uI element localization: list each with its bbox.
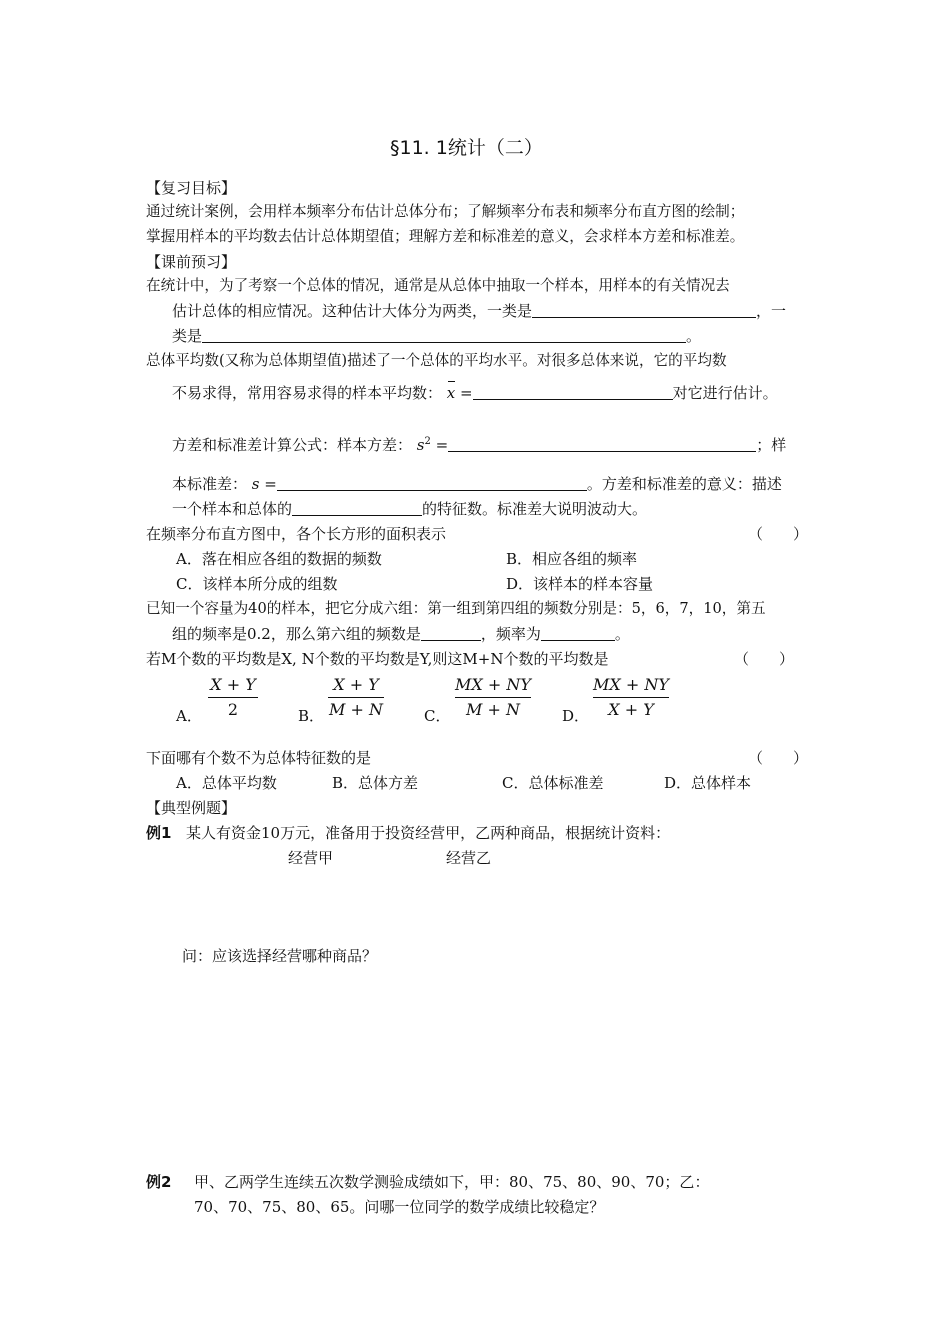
- preview-p1-line2: [172, 301, 786, 321]
- goals-line-2: 掌握用样本的平均数去估计总体期望值；理解方差和标准差的意义，会求样本方差和标准差。: [146, 228, 745, 245]
- question-1-option-a[interactable]: A．落在相应各组的数据的频数: [176, 550, 382, 568]
- question-1-stem: 在频率分布直方图中，各个长方形的面积表示: [146, 525, 447, 543]
- preview-p2-line1: 总体平均数(又称为总体期望值)描述了一个总体的平均水平。对很多总体来说，它的平均数: [146, 352, 727, 369]
- preview-p1-line3-text: 类是: [172, 327, 203, 345]
- question-3-option-a-fraction[interactable]: [208, 675, 258, 720]
- question-3-option-c-fraction[interactable]: [455, 675, 531, 720]
- question-4-option-b[interactable]: B．总体方差: [332, 774, 419, 792]
- preview-p3-line1-text: 方差和标准差计算公式：样本方差：: [172, 436, 413, 454]
- example-1-column-a: 经营甲: [288, 849, 334, 867]
- fill-blank-8[interactable]: [541, 625, 615, 641]
- fill-blank-5[interactable]: [277, 475, 587, 491]
- example-2-line1: 甲、乙两学生连续五次数学测验成绩如下，甲：80、75、80、90、70；乙：: [194, 1173, 710, 1191]
- preview-p3-line3: [172, 499, 647, 519]
- example-2-label: 例2: [146, 1173, 172, 1191]
- question-3-option-b-label[interactable]: B．: [298, 707, 325, 725]
- preview-p3-line2-text: 本标准差：: [172, 475, 248, 493]
- fraction-bar: [593, 697, 669, 698]
- fraction-numerator: X + Y: [333, 675, 379, 694]
- question-3-answer-paren[interactable]: （ ）: [734, 650, 795, 668]
- fill-blank-7[interactable]: [421, 625, 481, 641]
- question-1-option-d[interactable]: D．该样本的样本容量: [506, 575, 654, 593]
- question-3-option-d-label[interactable]: D．: [562, 707, 590, 725]
- fraction-denominator: X + Y: [608, 700, 654, 719]
- preview-p2-line2-end: 对它进行估计。: [672, 384, 778, 402]
- preview-p1-line2-end: ，一: [756, 302, 787, 320]
- question-4-option-c[interactable]: C．总体标准差: [502, 774, 604, 792]
- question-4-option-d[interactable]: D．总体样本: [664, 774, 752, 792]
- fill-blank-6[interactable]: [292, 500, 422, 516]
- page-title: §11. 1统计（二）: [390, 137, 543, 159]
- example-1-column-b: 经营乙: [446, 849, 492, 867]
- fraction-numerator: MX + NY: [593, 675, 669, 694]
- question-4-option-a[interactable]: A．总体平均数: [176, 774, 277, 792]
- equals-sign: =: [264, 475, 277, 493]
- question-3-option-a-label[interactable]: A．: [176, 707, 202, 725]
- fraction-bar: [328, 697, 384, 698]
- sample-mean-symbol: x: [446, 384, 456, 402]
- examples-header: 【典型例题】: [146, 799, 237, 817]
- preview-p1-line3-end: 。: [686, 327, 702, 345]
- preview-p3-line2: [172, 474, 782, 494]
- fraction-denominator: 2: [227, 700, 239, 719]
- question-2-line1: 已知一个容量为40的样本，把它分成六组：第一组到第四组的频数分别是：5，6，7，10，第五: [146, 600, 766, 617]
- question-2-line2-text: 组的频率是0.2，那么第六组的频数是: [172, 625, 421, 643]
- fill-blank-4[interactable]: [448, 436, 756, 452]
- question-4-answer-paren[interactable]: （ ）: [748, 749, 809, 767]
- question-2-line2-mid: ，频率为: [480, 625, 541, 643]
- question-2-line2: [172, 624, 630, 644]
- preview-p3-line1-end: ；样: [756, 436, 787, 454]
- question-3-option-c-label[interactable]: C．: [424, 707, 451, 725]
- goals-line-1: 通过统计案例，会用样本频率分布估计总体分布；了解频率分布表和频率分布直方图的绘制；: [146, 203, 745, 220]
- equals-sign: =: [460, 384, 473, 402]
- question-3-option-d-fraction[interactable]: [593, 675, 669, 720]
- preview-header: 【课前预习】: [146, 253, 237, 271]
- preview-p3-line1: [172, 432, 786, 455]
- preview-p3-line2-end: 。方差和标准差的意义：描述: [586, 475, 782, 493]
- question-3-option-b-fraction[interactable]: [328, 675, 384, 720]
- question-4-stem: 下面哪有个数不为总体特征数的是: [146, 749, 372, 767]
- preview-p3-line3-end: 的特征数。标准差大说明波动大。: [422, 500, 648, 518]
- variance-exponent: 2: [424, 436, 431, 447]
- example-1-label: 例1: [146, 824, 172, 842]
- example-1-text: 某人有资金10万元，准备用于投资经营甲，乙两种商品，根据统计资料：: [186, 824, 671, 842]
- fill-blank-1[interactable]: [532, 302, 756, 318]
- preview-p1-line3: [172, 326, 701, 346]
- variance-symbol: s: [416, 436, 425, 454]
- question-2-line2-end: 。: [614, 625, 630, 643]
- question-1-answer-paren[interactable]: （ ）: [748, 525, 809, 543]
- fraction-bar: [455, 697, 531, 698]
- fill-blank-2[interactable]: [202, 327, 686, 343]
- fraction-denominator: M + N: [329, 700, 383, 719]
- example-2-line2: 70、70、75、80、65。问哪一位同学的数学成绩比较稳定？: [194, 1198, 605, 1216]
- fraction-denominator: M + N: [466, 700, 520, 719]
- goals-header: 【复习目标】: [146, 179, 237, 197]
- example-1-question: 问：应该选择经营哪种商品？: [182, 947, 378, 965]
- question-1-option-b[interactable]: B．相应各组的频率: [506, 550, 638, 568]
- preview-p1-line2-text: 估计总体的相应情况。这种估计大体分为两类，一类是: [172, 302, 533, 320]
- preview-p2-line2-text: 不易求得，常用容易求得的样本平均数：: [172, 384, 443, 402]
- fill-blank-3[interactable]: [473, 384, 673, 400]
- std-dev-symbol: s: [251, 475, 260, 493]
- preview-p2-line2: [172, 383, 778, 403]
- fraction-numerator: X + Y: [210, 675, 256, 694]
- equals-sign: =: [435, 436, 449, 454]
- preview-p3-line3-text: 一个样本和总体的: [172, 500, 293, 518]
- question-3-stem: 若M个数的平均数是X, N个数的平均数是Y,则这M+N个数的平均数是: [146, 650, 609, 668]
- question-1-option-c[interactable]: C．该样本所分成的组数: [176, 575, 338, 593]
- preview-p1-line1: 在统计中，为了考察一个总体的情况，通常是从总体中抽取一个样本，用样本的有关情况去: [146, 277, 730, 294]
- fraction-bar: [208, 697, 258, 698]
- fraction-numerator: MX + NY: [455, 675, 531, 694]
